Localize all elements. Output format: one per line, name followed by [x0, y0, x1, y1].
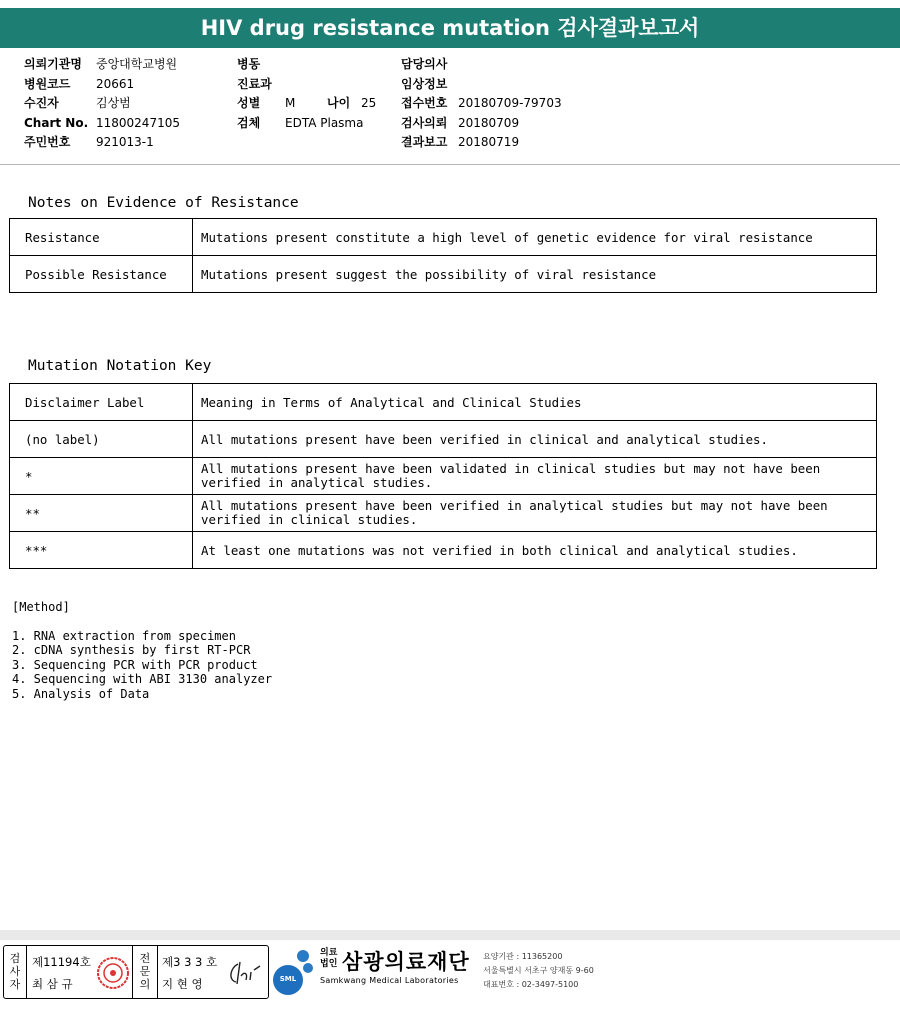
inspector-label: 검사자 — [9, 952, 21, 991]
table-row — [10, 219, 877, 256]
info-label: 결과보고 — [401, 135, 448, 149]
notation-table — [9, 383, 877, 569]
org-code: 요양기관 : 11365200 — [483, 952, 563, 961]
info-label: 진료과 — [237, 76, 272, 91]
info-column-1 — [24, 55, 180, 153]
info-row — [24, 133, 180, 153]
info-row — [24, 94, 180, 114]
notation-label: * — [10, 458, 193, 495]
info-label: 성별 — [237, 96, 261, 110]
inspector-number: 제11194호 — [32, 955, 91, 969]
info-value: 20661 — [96, 76, 135, 91]
list-item: 2. cDNA synthesis by first RT-PCR — [12, 643, 251, 658]
info-row — [401, 94, 562, 114]
info-label: 접수번호 — [401, 96, 448, 110]
notation-section-title: Mutation Notation Key — [28, 358, 212, 374]
table-row — [10, 458, 877, 495]
org-english-name: Samkwang Medical Laboratories — [320, 976, 459, 985]
list-item: 3. Sequencing PCR with PCR product — [12, 657, 258, 672]
info-label: 병동 — [237, 57, 261, 71]
specialist-number: 제3 3 3 호 — [162, 955, 218, 969]
method-title: [Method] — [12, 600, 70, 614]
signature-icon — [224, 958, 264, 988]
notation-header-meaning: Meaning in Terms of Analytical and Clinical Studies — [193, 384, 877, 421]
notation-meaning: All mutations present have been verified in clinical and analytical studies. — [193, 421, 877, 458]
notation-meaning: At least one mutations was not verified in both clinical and analytical studies. — [193, 532, 877, 569]
info-row — [401, 133, 562, 153]
info-row — [237, 94, 376, 114]
info-value: 11800247105 — [96, 115, 180, 130]
info-row — [401, 114, 562, 134]
seal-stamp-icon — [96, 956, 130, 990]
info-label: 검체 — [237, 115, 261, 130]
info-row — [401, 75, 562, 95]
info-value: 중앙대학교병원 — [96, 57, 178, 71]
notation-meaning: All mutations present have been validated in clinical studies but may not have been verified in analytical studies. — [193, 458, 877, 495]
info-row — [24, 114, 180, 134]
info-row — [24, 55, 180, 75]
table-row — [10, 421, 877, 458]
evidence-table — [9, 218, 877, 293]
specialist-label-cell — [132, 946, 158, 998]
logo-text: SML — [279, 975, 297, 983]
org-contact — [483, 950, 594, 992]
footer-divider — [0, 930, 900, 940]
info-label: 의뢰기관명 — [24, 57, 82, 71]
inspector-label-cell — [4, 946, 27, 998]
info-label: 검사의뢰 — [401, 115, 448, 130]
info-row — [237, 114, 376, 134]
evidence-term: Resistance — [10, 219, 193, 256]
notation-label: ** — [10, 495, 193, 532]
method-list — [12, 629, 272, 701]
info-value: M — [285, 96, 296, 110]
signature-box — [3, 945, 269, 999]
list-item: 4. Sequencing with ABI 3130 analyzer — [12, 672, 273, 687]
info-label: 병원코드 — [24, 76, 71, 91]
evidence-description: Mutations present constitute a high level of genetic evidence for viral resistance — [193, 219, 877, 256]
info-column-2 — [237, 55, 376, 133]
info-value: 25 — [361, 96, 377, 110]
list-item: 1. RNA extraction from specimen — [12, 629, 236, 643]
info-label: Chart No. — [24, 115, 89, 130]
specialist-label: 전문의 — [139, 952, 151, 991]
info-value: EDTA Plasma — [285, 115, 364, 130]
info-value: 20180719 — [458, 135, 520, 149]
info-label: 나이 — [327, 96, 351, 110]
info-value: 20180709 — [458, 115, 520, 130]
header-divider — [0, 164, 900, 165]
info-label: 담당의사 — [401, 57, 448, 71]
info-value: 김상범 — [96, 96, 131, 110]
specialist-name: 지 현 영 — [162, 977, 203, 991]
info-row — [401, 55, 562, 75]
evidence-section-title: Notes on Evidence of Resistance — [28, 195, 299, 211]
org-name: 삼광의료재단 — [342, 950, 470, 974]
table-row — [10, 384, 877, 421]
table-row — [10, 495, 877, 532]
info-value: 20180709-79703 — [458, 96, 562, 110]
notation-meaning: All mutations present have been verified in analytical studies but may not have been verified in clinical studies. — [193, 495, 877, 532]
report-title: HIV drug resistance mutation 검사결과보고서 — [0, 8, 900, 48]
org-phone: 대표번호 : 02-3497-5100 — [483, 980, 579, 989]
info-row — [237, 55, 376, 75]
info-label: 주민번호 — [24, 135, 71, 149]
notation-label: *** — [10, 532, 193, 569]
info-value: 921013-1 — [96, 135, 154, 149]
notation-label: (no label) — [10, 421, 193, 458]
info-row — [24, 75, 180, 95]
info-row — [237, 75, 376, 95]
list-item: 5. Analysis of Data — [12, 686, 150, 701]
org-address: 서울특별시 서초구 양재동 9-60 — [483, 966, 594, 975]
evidence-description: Mutations present suggest the possibility of viral resistance — [193, 256, 877, 293]
notation-header-label: Disclaimer Label — [10, 384, 193, 421]
sml-logo-icon — [270, 946, 320, 996]
inspector-name: 최 삼 규 — [32, 977, 73, 991]
table-row — [10, 532, 877, 569]
evidence-term: Possible Resistance — [10, 256, 193, 293]
info-label: 수진자 — [24, 96, 59, 110]
info-column-3 — [401, 55, 562, 153]
info-label: 임상정보 — [401, 76, 448, 91]
org-prefix: 의료법인 — [320, 948, 338, 969]
table-row — [10, 256, 877, 293]
